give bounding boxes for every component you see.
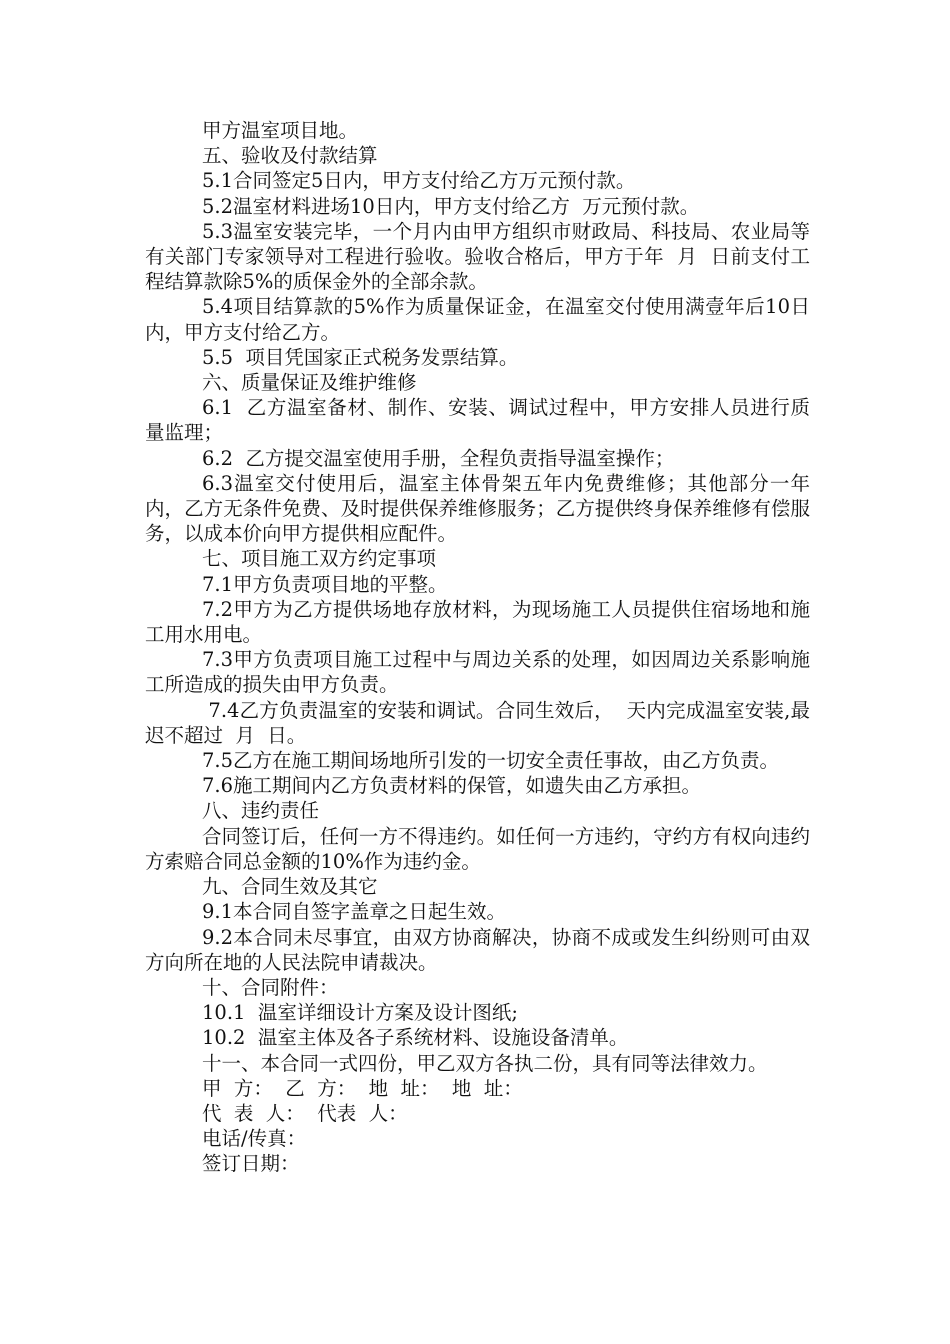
heading-breach-liability: 八、违约责任 [202, 799, 320, 823]
clause-6-3: 6.3温室交付使用后，温室主体骨架五年内免费维修；其他部分一年内，乙方无条件免费、及时提供保养维修服务；乙方提供终身保养维修有偿服务，以成本价向甲方提供相应配件。 [145, 471, 810, 546]
heading-attachments: 十、合同附件： [202, 975, 339, 999]
clause-5-3: 5.3温室安装完毕，一个月内由甲方组织市财政局、科技局、农业局等有关部门专家领导对工程进行验收。验收合格后，甲方于年 月 日前支付工程结算款除5%的质保金外的全部余款。 [145, 219, 810, 294]
clause-7-6: 7.6施工期间内乙方负责材料的保管，如遗失由乙方承担。 [202, 774, 702, 798]
clause-7-1: 7.1甲方负责项目地的平整。 [202, 572, 448, 596]
clause-6-1: 6.1 乙方温室备材、制作、安装、调试过程中，甲方安排人员进行质量监理； [145, 396, 810, 445]
clause-7-2: 7.2甲方为乙方提供场地存放材料，为现场施工人员提供住宿场地和施工用水用电。 [145, 597, 810, 647]
heading-construction-terms: 七、项目施工双方约定事项 [202, 547, 437, 571]
clause-6-2: 6.2 乙方提交温室使用手册，全程负责指导温室操作； [202, 446, 675, 470]
clause-5-5: 5.5 项目凭国家正式税务发票结算。 [202, 345, 519, 369]
contract-body [145, 118, 810, 1177]
attachment-10-1: 10.1 温室详细设计方案及设计图纸; [202, 1001, 518, 1025]
clause-7-3: 7.3甲方负责项目施工过程中与周边关系的处理，如因周边关系影响施工所造成的损失由甲方负责。 [145, 648, 810, 697]
clause-7-5: 7.5乙方在施工期间场地所引发的一切安全责任事故，由乙方负责。 [202, 749, 780, 773]
signature-parties-address: 甲 方： 乙 方： 地 址： 地 址： [202, 1076, 523, 1100]
signature-representatives: 代 表 人： 代表 人： [202, 1101, 408, 1125]
heading-acceptance-payment: 五、验收及付款结算 [202, 144, 378, 168]
heading-effectiveness: 九、合同生效及其它 [202, 875, 378, 899]
clause-breach: 合同签订后，任何一方不得违约。如任何一方违约，守约方有权向违约方索赔合同总金额的10%作为违约金。 [145, 824, 810, 873]
attachment-10-2: 10.2 温室主体及各子系统材料、设施设备清单。 [202, 1026, 629, 1050]
clause-copies: 十一、本合同一式四份，甲乙双方各执二份，具有同等法律效力。 [202, 1051, 768, 1075]
clause-5-1: 5.1合同签定5日内，甲方支付给乙方万元预付款。 [202, 169, 636, 193]
clause-5-4: 5.4项目结算款的5%作为质量保证金，在温室交付使用满壹年后10日内，甲方支付给乙方。 [145, 295, 810, 344]
clause-7-4: 7.4乙方负责温室的安装和调试。合同生效后， 天内完成温室安装,最迟不超过 月 日。 [145, 698, 811, 747]
heading-quality-maintenance: 六、质量保证及维护维修 [202, 371, 417, 395]
signature-date: 签订日期： [202, 1152, 300, 1176]
signature-phone-fax: 电话/传真： [202, 1127, 307, 1151]
clause-9-1: 9.1本合同自签字盖章之日起生效。 [202, 900, 507, 924]
clause-5-2: 5.2温室材料进场10日内，甲方支付给乙方 万元预付款。 [202, 194, 700, 218]
paragraph-project-site: 甲方温室项目地。 [202, 119, 359, 142]
clause-9-2: 9.2本合同未尽事宜，由双方协商解决，协商不成或发生纠纷则可由双方向所在地的人民法院申请裁决。 [145, 925, 810, 974]
